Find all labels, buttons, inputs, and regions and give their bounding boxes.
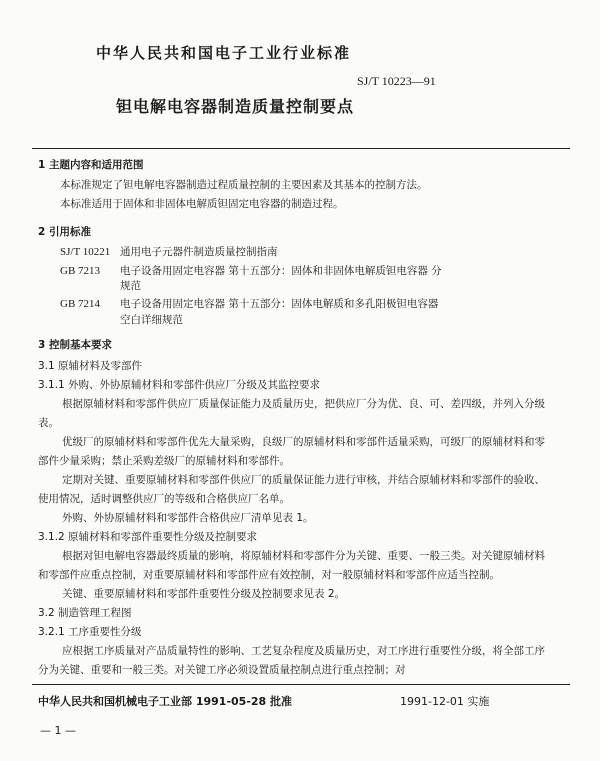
section-3-1-1-heading: 3.1.1 外购、外协原辅材料和零部件供应厂分级及其监控要求 — [38, 379, 321, 391]
ref-text-1: 通用电子元器件制造质量控制指南 — [120, 246, 278, 258]
ref-code-2: GB 7213 — [60, 265, 101, 277]
section-3-1-2-heading: 3.1.2 原辅材料和零部件重要性分级及控制要求 — [38, 531, 258, 543]
ref-text-3: 电子设备用固定电容器 第十五部分：固体电解质和多孔阳极钽电容器 — [120, 298, 439, 310]
section-1-para-2: 本标准适用于固体和非固体电解质钽固定电容器的制造过程。 — [60, 198, 344, 210]
section-1-para-1: 本标准规定了钽电解电容器制造过程质量控制的主要因素及其基本的控制方法。 — [60, 179, 428, 191]
section-1-heading: 1 主题内容和适用范围 — [38, 159, 144, 171]
section-3-2-1-heading: 3.2.1 工序重要性分级 — [38, 626, 142, 638]
ref-text-3-cont: 空白详细规范 — [120, 314, 183, 326]
section-3-2-1-para-1: 应根据工序质量对产品质量特性的影响、工艺复杂程度及质量历史，对工序进行重要性分级，将全部工序分为关键、重要和一般三类。对关键工序必须设置质量控制点进行重点控制；对 — [38, 645, 545, 676]
effective-date: 1991-12-01 实施 — [400, 695, 490, 708]
footer-rule — [32, 684, 570, 685]
document-title: 钽电解电容器制造质量控制要点 — [116, 97, 355, 116]
section-3-1-1-para-3: 定期对关键、重要原辅材料和零部件供应厂的质量保证能力进行审核，并结合原辅材料和零部件的验收、使用情况，适时调整供应厂的等级和合格供应厂名单。 — [38, 474, 545, 505]
section-3-2-heading: 3.2 制造管理工程图 — [38, 607, 132, 619]
ref-code-3: GB 7214 — [60, 298, 101, 310]
section-3-heading: 3 控制基本要求 — [38, 339, 112, 351]
section-3-1-1-para-2: 优级厂的原辅材料和零部件优先大量采购，良级厂的原辅材料和零部件适量采购，可级厂的原辅材料和零部件少量采购；禁止采购差级厂的原辅材料和零部件。 — [38, 436, 545, 467]
page-number: — 1 — — [40, 724, 76, 737]
standard-code: SJ/T 10223—91 — [357, 74, 436, 88]
section-3-1-heading: 3.1 原辅材料及零部件 — [38, 360, 143, 372]
org-standard-title: 中华人民共和国电子工业行业标准 — [96, 44, 352, 62]
ref-text-2-cont: 规范 — [120, 280, 141, 292]
approval-text: 中华人民共和国机械电子工业部 1991-05-28 批准 — [38, 695, 293, 708]
section-2-heading: 2 引用标准 — [38, 226, 91, 238]
ref-code-1: SJ/T 10221 — [60, 246, 111, 258]
ref-text-2: 电子设备用固定电容器 第十五部分：固体和非固体电解质钽电容器 分 — [120, 265, 442, 277]
section-3-1-2-para-1: 根据对钽电解电容器最终质量的影响，将原辅材料和零部件分为关键、重要、一般三类。对关键原辅材料和零部件应重点控制，对重要原辅材料和零部件应有效控制，对一般原辅材料和零部件应适当控制。 — [38, 550, 545, 581]
section-3-1-1-para-1: 根据原辅材料和零部件供应厂质量保证能力及质量历史，把供应厂分为优、良、可、差四级，并列入分级表。 — [38, 398, 545, 429]
section-3-1-2-para-2: 关键、重要原辅材料和零部件重要性分级及控制要求见表 2。 — [62, 588, 346, 600]
header-rule — [32, 148, 570, 149]
section-3-1-1-para-4: 外购、外协原辅材料和零部件合格供应厂清单见表 1。 — [62, 512, 314, 524]
